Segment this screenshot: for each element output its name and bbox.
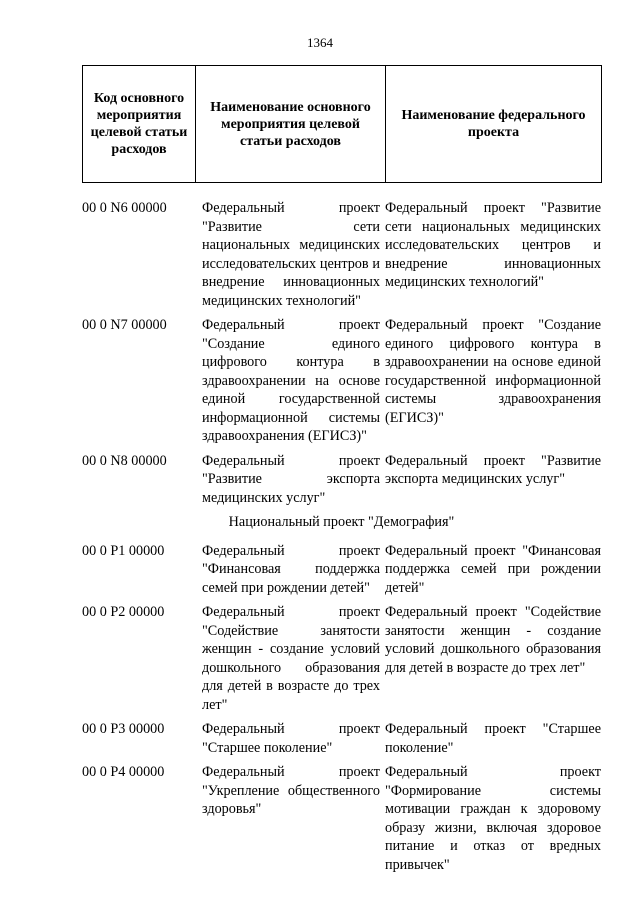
table-body (82, 199, 601, 880)
table-row (82, 316, 601, 446)
row-name: Федеральный проект "Содействие занятости женщин - создание условий дошкольного образования для детей в возрасте до трех лет" (202, 604, 380, 713)
row-code: 00 0 P1 00000 (82, 542, 165, 559)
row-project: Федеральный проект "Формирование системы мотивации граждан к здоровому образу жизни, включая здоровое питание и отказ от вредных привычек" (385, 764, 601, 873)
row-name: Федеральный проект "Развитие экспорта медицинских услуг" (202, 452, 380, 506)
row-project: Федеральный проект "Финансовая поддержка семей при рождении детей" (385, 542, 601, 596)
row-project: Федеральный проект "Содействие занятости женщин - создание условий дошкольного образования для детей в возрасте до трех лет" (385, 604, 601, 676)
row-code: 00 0 P3 00000 (82, 721, 165, 737)
header-project-column: Наименование федерального проекта (386, 66, 602, 183)
row-code: 00 0 N6 00000 (82, 200, 167, 216)
row-name: Федеральный проект "Развитие сети национальных медицинских исследовательских центров и внедрение инновационных медицинских технологий" (202, 200, 380, 309)
row-name: Федеральный проект "Создание единого цифрового контура в здравоохранении на основе единой государственной информационной системы здравоохранения (ЕГИСЗ)" (202, 317, 380, 444)
row-project: Федеральный проект "Создание единого цифрового контура в здравоохранении на основе единой государственной информационной системы здравоохранения (ЕГИСЗ)" (385, 317, 601, 426)
row-project: Федеральный проект "Развитие сети национальных медицинских исследовательских центров и внедрение инновационных медицинских технологий" (385, 200, 601, 290)
row-code: 00 0 N7 00000 (82, 317, 167, 333)
row-project: Федеральный проект "Развитие экспорта медицинских услуг" (385, 452, 601, 487)
table-row (82, 542, 601, 598)
table-header (82, 65, 602, 183)
row-name: Федеральный проект "Укрепление общественного здоровья" (202, 764, 380, 817)
page-number: 1364 (307, 35, 333, 50)
table-row (82, 603, 601, 714)
row-project: Федеральный проект "Старшее поколение" (385, 721, 601, 756)
row-code: 00 0 P2 00000 (82, 604, 165, 620)
section-title: Национальный проект "Демография" (228, 514, 455, 530)
table-row (82, 763, 601, 874)
table-row (82, 720, 601, 757)
header-name-column: Наименование основного мероприятия целевой статьи расходов (196, 66, 386, 183)
header-code-column: Код основного мероприятия целевой статьи расходов (83, 66, 196, 183)
row-code: 00 0 P4 00000 (82, 764, 165, 780)
row-name: Федеральный проект "Старшее поколение" (202, 721, 380, 756)
row-code: 00 0 N8 00000 (82, 452, 167, 469)
row-name: Федеральный проект "Финансовая поддержка семей при рождении детей" (202, 542, 380, 596)
table-row (82, 452, 601, 508)
table-row (82, 199, 601, 310)
